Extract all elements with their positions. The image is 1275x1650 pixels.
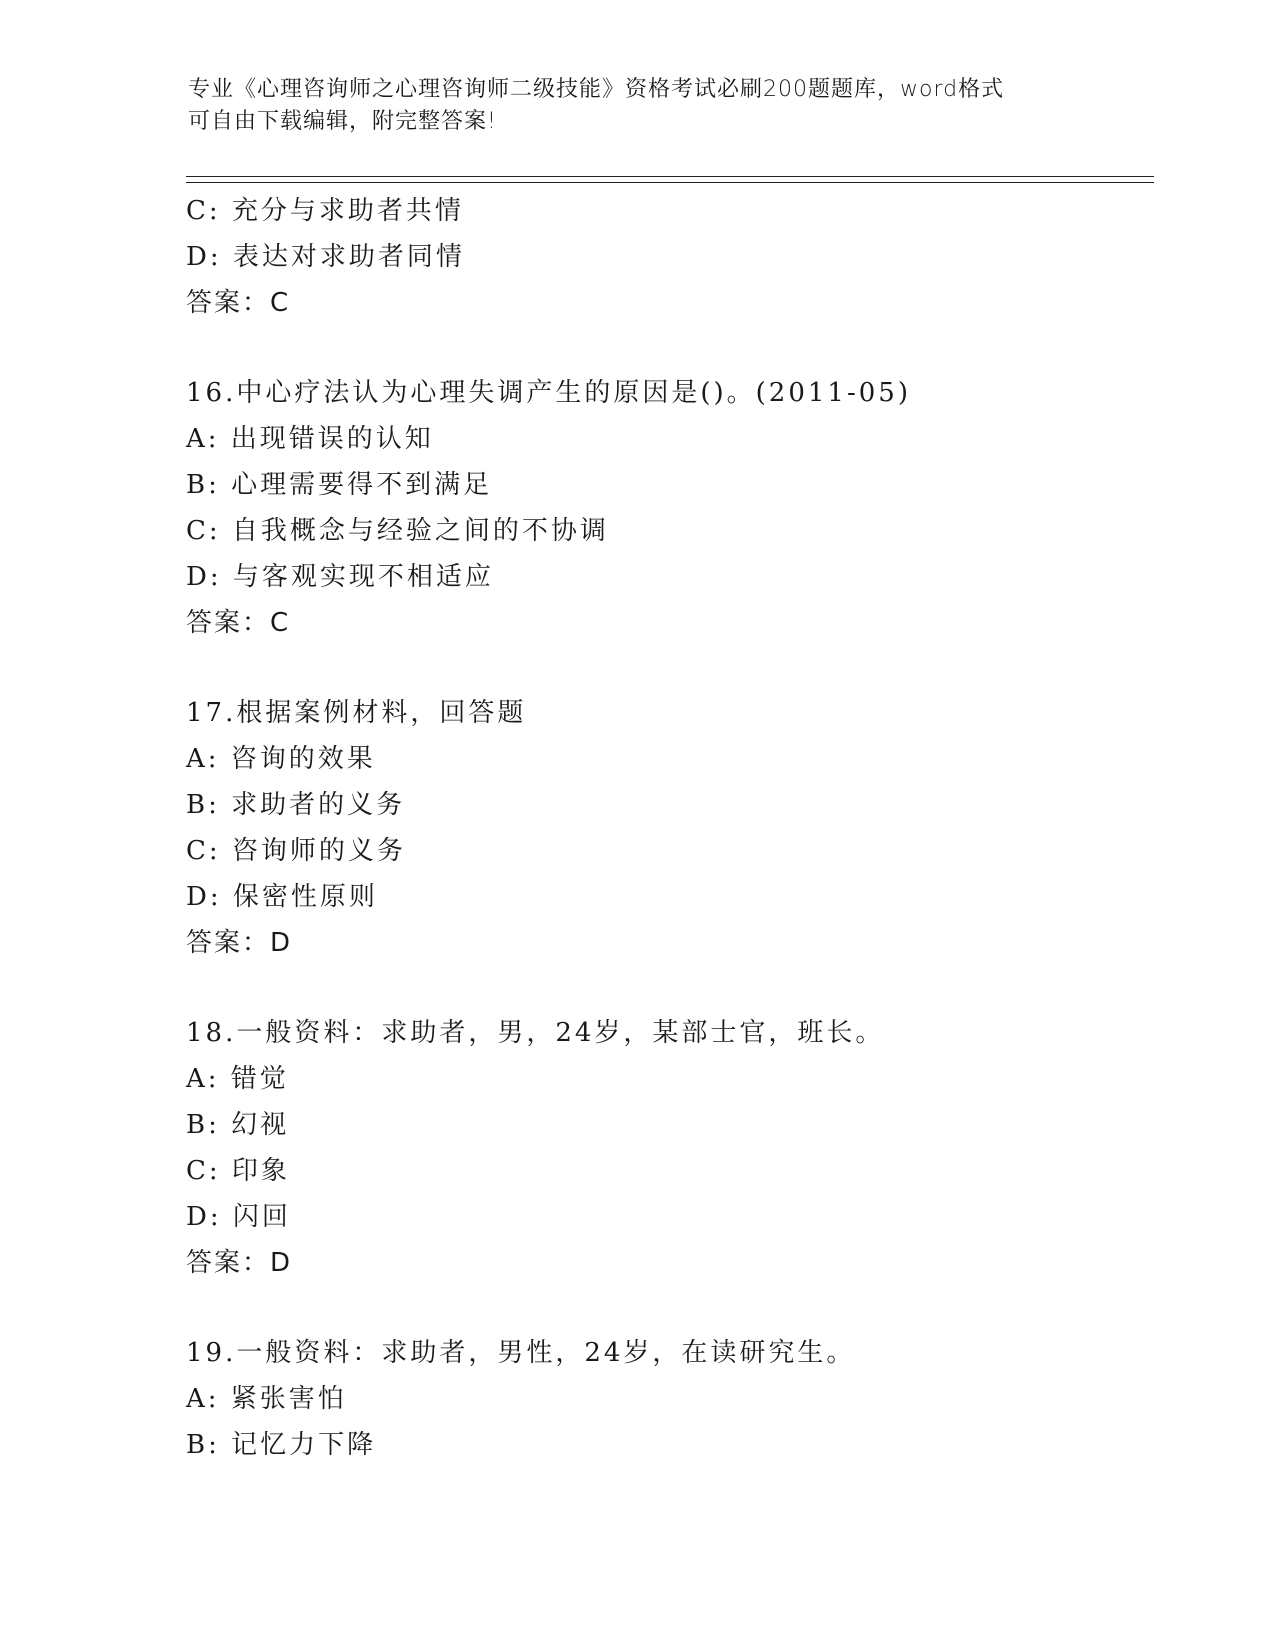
option-b: B: 心理需要得不到满足 <box>186 470 493 500</box>
option-c: C: 自我概念与经验之间的不协调 <box>186 516 609 546</box>
question-list <box>186 188 1146 1468</box>
option-c: C: 印象 <box>186 1156 290 1186</box>
answer-label: 答案：D <box>186 1248 293 1278</box>
question-stem: 18.一般资料：求助者，男，24岁，某部士官，班长。 <box>186 1018 885 1048</box>
option-a: A: 错觉 <box>186 1064 289 1094</box>
option-b: B: 记忆力下降 <box>186 1430 377 1460</box>
question-19 <box>186 1330 1146 1468</box>
question-17 <box>186 690 1146 966</box>
header-rule-bottom <box>186 182 1154 183</box>
question-15-continued <box>186 188 1146 326</box>
question-stem: 17.根据案例材料，回答题 <box>186 698 527 728</box>
question-18 <box>186 1010 1146 1286</box>
header-line-2: 可自由下载编辑，附完整答案! <box>188 109 497 134</box>
option-c: C: 咨询师的义务 <box>186 836 406 866</box>
header-rule-top <box>186 176 1154 177</box>
answer-label: 答案：C <box>186 288 291 318</box>
question-16 <box>186 370 1146 646</box>
question-stem: 16.中心疗法认为心理失调产生的原因是()。(2011-05) <box>186 378 911 408</box>
header-line-1: 专业《心理咨询师之心理咨询师二级技能》资格考试必刷200题题库，word格式 <box>188 77 1005 102</box>
option-a: A: 紧张害怕 <box>186 1384 347 1414</box>
option-d: D: 与客观实现不相适应 <box>186 562 494 592</box>
answer-label: 答案：D <box>186 928 293 958</box>
option-b: B: 幻视 <box>186 1110 290 1140</box>
option-b: B: 求助者的义务 <box>186 790 406 820</box>
answer-label: 答案：C <box>186 608 291 638</box>
document-header <box>188 74 1088 138</box>
option-d: D: 保密性原则 <box>186 882 378 912</box>
option-c: C: 充分与求助者共情 <box>186 196 464 226</box>
option-d: D: 闪回 <box>186 1202 291 1232</box>
option-a: A: 出现错误的认知 <box>186 424 434 454</box>
option-d: D: 表达对求助者同情 <box>186 242 465 272</box>
option-a: A: 咨询的效果 <box>186 744 376 774</box>
question-stem: 19.一般资料：求助者，男性，24岁，在读研究生。 <box>186 1338 856 1368</box>
